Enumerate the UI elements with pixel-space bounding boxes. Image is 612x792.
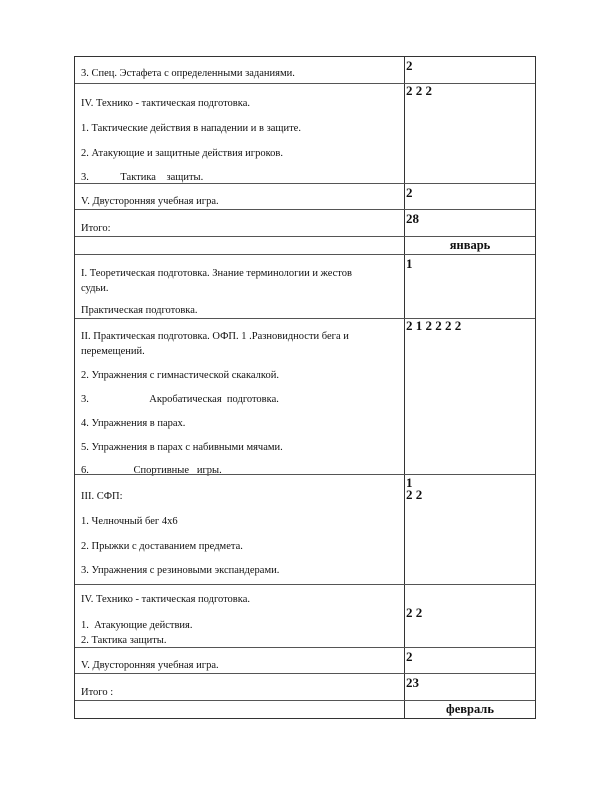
table-row <box>75 647 535 673</box>
hours-cell <box>405 184 535 209</box>
empty-cell <box>75 701 405 718</box>
topic-line: 3. Упражнения с резиновыми экспандерами. <box>81 565 280 576</box>
topic-cell <box>75 585 405 647</box>
table-row <box>75 83 535 183</box>
topic-line: V. Двусторонняя учебная игра. <box>81 660 219 671</box>
topic-cell <box>75 255 405 318</box>
table-row <box>75 673 535 700</box>
topic-line: перемещений. <box>81 346 145 357</box>
hours-cell <box>405 674 535 700</box>
topic-line: 2. Упражнения с гимнастической скакалкой. <box>81 370 279 381</box>
table-row <box>75 183 535 209</box>
topic-line: V. Двусторонняя учебная игра. <box>81 196 219 207</box>
table-row <box>75 236 535 254</box>
topic-line: IV. Технико - тактическая подготовка. <box>81 98 250 109</box>
topic-line: 2. Атакующие и защитные действия игроков. <box>81 148 284 159</box>
month-label: февраль <box>446 702 494 716</box>
topic-line: II. Практическая подготовка. ОФП. 1 .Разновидности бега и <box>81 331 349 342</box>
hours-cell <box>405 57 535 83</box>
topic-cell <box>75 210 405 236</box>
hours-value: 2 2 2 <box>406 83 432 98</box>
hours-value: 1 <box>406 475 413 490</box>
topic-cell <box>75 184 405 209</box>
topic-line: Итого: <box>81 223 111 234</box>
hours-value: 28 <box>406 211 419 226</box>
month-cell <box>405 237 535 254</box>
hours-value: 2 2 <box>406 605 423 620</box>
topic-line: Практическая подготовка. <box>81 305 198 316</box>
hours-cell <box>405 210 535 236</box>
hours-value: 2 <box>406 58 413 73</box>
month-label: январь <box>449 238 491 252</box>
topic-line: 3. Тактика защиты. <box>81 172 204 183</box>
topic-line: I. Теоретическая подготовка. Знание терминологии и жестов <box>81 268 352 279</box>
curriculum-table <box>74 56 536 719</box>
topic-line: 3. Спец. Эстафета с определенными заданиями. <box>81 68 295 79</box>
topic-line: Итого : <box>81 687 114 698</box>
hours-cell <box>405 84 535 183</box>
topic-line: 4. Упражнения в парах. <box>81 418 186 429</box>
topic-line: 1. Челночный бег 4х6 <box>81 516 178 527</box>
table-row <box>75 474 535 584</box>
hours-value: 23 <box>406 675 419 690</box>
hours-value: 2 1 2 2 2 2 <box>406 318 462 333</box>
table-row <box>75 318 535 474</box>
hours-cell <box>405 585 535 647</box>
month-cell <box>405 701 535 718</box>
topic-cell <box>75 57 405 83</box>
hours-cell <box>405 648 535 673</box>
topic-cell <box>75 674 405 700</box>
topic-cell <box>75 475 405 584</box>
hours-value: 2 <box>406 649 413 664</box>
table-row <box>75 57 535 83</box>
topic-line: 3. Акробатическая подготовка. <box>81 394 279 405</box>
topic-line: 6. Спортивные игры. <box>81 465 222 476</box>
table-row <box>75 209 535 236</box>
hours-cell <box>405 255 535 318</box>
topic-line: 1. Тактические действия в нападении и в защите. <box>81 123 301 134</box>
hours-value: 2 2 <box>406 487 423 502</box>
table-row <box>75 584 535 647</box>
topic-line: 5. Упражнения в парах с набивными мячами. <box>81 442 283 453</box>
topic-line: 2. Прыжки с доставанием предмета. <box>81 541 243 552</box>
table-row <box>75 254 535 318</box>
table-row <box>75 700 535 718</box>
topic-cell <box>75 84 405 183</box>
empty-cell <box>75 237 405 254</box>
hours-cell <box>405 475 535 584</box>
topic-cell <box>75 319 405 474</box>
topic-line: III. СФП: <box>81 491 123 502</box>
hours-value: 1 <box>406 256 413 271</box>
topic-line: судьи. <box>81 283 109 294</box>
topic-line: IV. Технико - тактическая подготовка. <box>81 594 250 605</box>
topic-cell <box>75 648 405 673</box>
hours-value: 2 <box>406 185 413 200</box>
topic-line: 2. Тактика защиты. <box>81 635 167 646</box>
hours-cell <box>405 319 535 474</box>
topic-line: 1. Атакующие действия. <box>81 620 193 631</box>
